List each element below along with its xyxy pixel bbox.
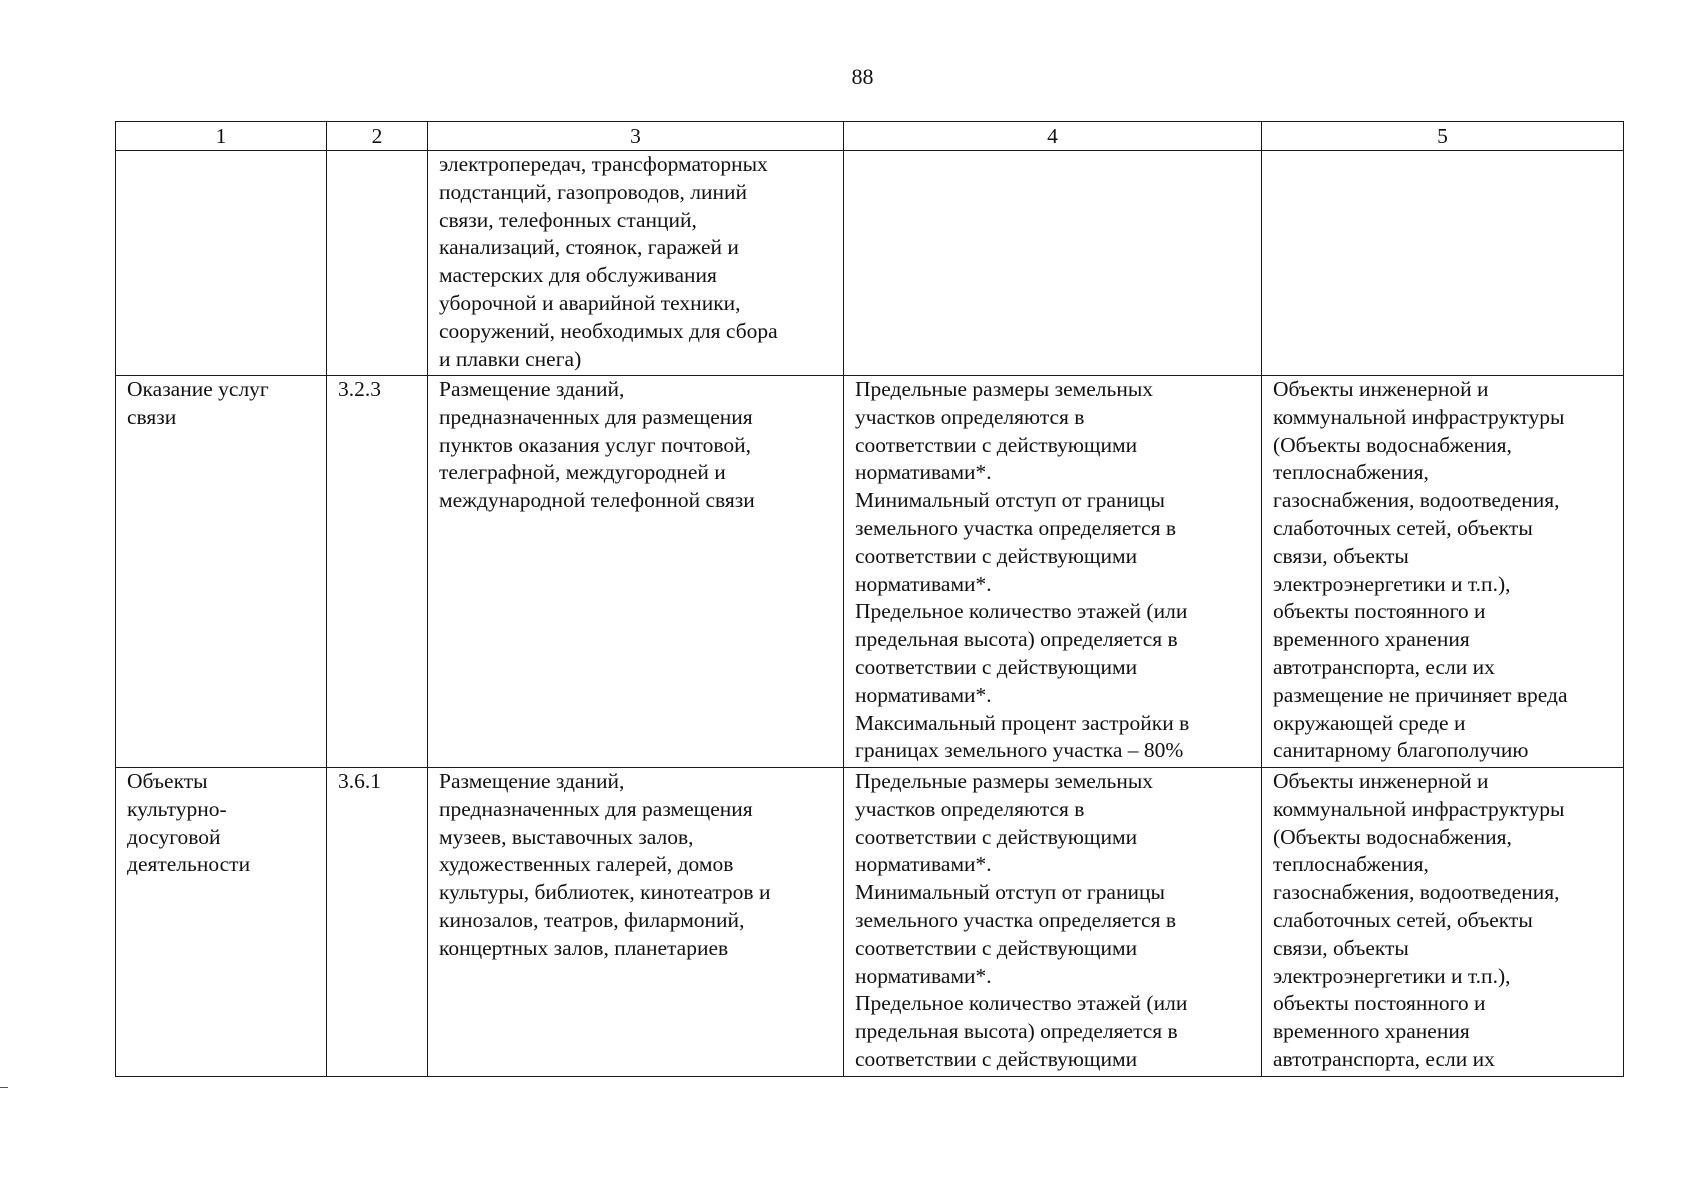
text-line: связи, телефонных станций, <box>439 207 697 232</box>
text-line: Объекты инженерной и <box>1273 377 1489 401</box>
text-line: связи, объекты <box>1273 935 1409 960</box>
cell-use-type <box>116 768 327 1077</box>
text-line: газоснабжения, водоотведения, <box>1273 880 1560 905</box>
table-row <box>116 768 1624 1077</box>
table-header-row <box>116 122 1624 151</box>
text-line: нормативами*. <box>855 571 992 596</box>
cell-code: 3.6.1 <box>327 768 428 1077</box>
text-line: коммунальной инфраструктуры <box>1273 404 1565 429</box>
text-line: соответствии с действующими <box>855 824 1138 849</box>
text-line: уборочной и аварийной техники, <box>439 290 741 315</box>
text-line: земельного участка определяется в <box>855 907 1176 932</box>
text-line: нормативами*. <box>855 852 992 877</box>
text-line: размещение не причиняет вреда <box>1273 682 1568 707</box>
text-line: предельная высота) определяется в <box>855 627 1178 652</box>
text-line: художественных галерей, домов <box>439 852 734 877</box>
text-line: Максимальный процент застройки в <box>855 710 1190 735</box>
scan-edge-mark <box>0 1087 8 1088</box>
text-line: Размещение зданий, <box>439 377 625 401</box>
table-row <box>116 376 1624 768</box>
text-line: связи, объекты <box>1273 543 1409 568</box>
cell-auxiliary-uses <box>1262 151 1624 376</box>
page-number: 88 <box>851 64 874 89</box>
text-line: (Объекты водоснабжения, <box>1273 432 1512 457</box>
text-line: санитарному благополучию <box>1273 738 1529 763</box>
text-line: международной телефонной связи <box>439 488 755 513</box>
text-line: коммунальной инфраструктуры <box>1273 796 1565 821</box>
text-line: газоснабжения, водоотведения, <box>1273 488 1560 513</box>
text-line: Размещение зданий, <box>439 769 625 793</box>
text-line: земельного участка определяется в <box>855 515 1176 540</box>
text-line: культуры, библиотек, кинотеатров и <box>439 880 771 905</box>
header-cell-col5: 5 <box>1262 122 1624 151</box>
cell-description <box>428 376 844 768</box>
text-line: автотранспорта, если их <box>1273 654 1495 679</box>
table-row <box>116 151 1624 376</box>
header-cell-col4: 4 <box>844 122 1262 151</box>
cell-description <box>428 768 844 1077</box>
text-line: пунктов оказания услуг почтовой, <box>439 432 752 457</box>
text-line: Минимальный отступ от границы <box>855 880 1165 905</box>
cell-description <box>428 151 844 376</box>
text-line: автотранспорта, если их <box>1273 1046 1495 1071</box>
cell-parameters <box>844 768 1262 1077</box>
land-use-table <box>115 121 1624 1077</box>
text-line: предназначенных для размещения <box>439 796 753 821</box>
text-line: культурно- <box>127 796 227 821</box>
text-line: Предельные размеры земельных <box>855 377 1154 401</box>
text-line: телеграфной, междугородней и <box>439 460 726 485</box>
text-line: временного хранения <box>1273 627 1470 652</box>
text-line: концертных залов, планетариев <box>439 935 729 960</box>
cell-use-type <box>116 151 327 376</box>
text-line: объекты постоянного и <box>1273 991 1486 1016</box>
text-line: соответствии с действующими <box>855 654 1138 679</box>
text-line: соответствии с действующими <box>855 935 1138 960</box>
cell-code <box>327 151 428 376</box>
text-line: Предельное количество этажей (или <box>855 599 1188 624</box>
text-line: слаботочных сетей, объекты <box>1273 907 1533 932</box>
text-line: границах земельного участка – 80% <box>855 738 1184 763</box>
cell-use-type <box>116 376 327 768</box>
text-line: предназначенных для размещения <box>439 404 753 429</box>
cell-auxiliary-uses <box>1262 376 1624 768</box>
text-line: соответствии с действующими <box>855 432 1138 457</box>
text-line: Предельные размеры земельных <box>855 769 1154 793</box>
text-line: предельная высота) определяется в <box>855 1019 1178 1044</box>
text-line: связи <box>127 404 177 429</box>
text-line: Объекты инженерной и <box>1273 769 1489 793</box>
text-line: нормативами*. <box>855 460 992 485</box>
text-line: нормативами*. <box>855 963 992 988</box>
text-line: электроэнергетики и т.п.), <box>1273 571 1511 596</box>
text-line: музеев, выставочных залов, <box>439 824 694 849</box>
text-line: Минимальный отступ от границы <box>855 488 1165 513</box>
header-cell-col3: 3 <box>428 122 844 151</box>
text-line: теплоснабжения, <box>1273 852 1429 877</box>
text-line: канализаций, стоянок, гаражей и <box>439 235 739 260</box>
text-line: теплоснабжения, <box>1273 460 1429 485</box>
header-cell-col1: 1 <box>116 122 327 151</box>
text-line: деятельности <box>127 852 251 877</box>
text-line: сооружений, необходимых для сбора <box>439 318 778 343</box>
text-line: и плавки снега) <box>439 346 582 371</box>
text-line: Объекты <box>127 769 208 793</box>
text-line: подстанций, газопроводов, линий <box>439 179 748 204</box>
text-line: мастерских для обслуживания <box>439 263 717 288</box>
text-line: участков определяются в <box>855 796 1085 821</box>
cell-code: 3.2.3 <box>327 376 428 768</box>
text-line: нормативами*. <box>855 682 992 707</box>
header-cell-col2: 2 <box>327 122 428 151</box>
text-line: Оказание услуг <box>127 377 269 401</box>
text-line: объекты постоянного и <box>1273 599 1486 624</box>
text-line: участков определяются в <box>855 404 1085 429</box>
cell-auxiliary-uses <box>1262 768 1624 1077</box>
text-line: электропередач, трансформаторных <box>439 152 768 176</box>
text-line: слаботочных сетей, объекты <box>1273 515 1533 540</box>
text-line: соответствии с действующими <box>855 1046 1138 1071</box>
cell-parameters <box>844 376 1262 768</box>
text-line: Предельное количество этажей (или <box>855 991 1188 1016</box>
cell-parameters <box>844 151 1262 376</box>
text-line: (Объекты водоснабжения, <box>1273 824 1512 849</box>
text-line: кинозалов, театров, филармоний, <box>439 907 745 932</box>
text-line: окружающей среде и <box>1273 710 1466 735</box>
text-line: досуговой <box>127 824 221 849</box>
text-line: электроэнергетики и т.п.), <box>1273 963 1511 988</box>
text-line: соответствии с действующими <box>855 543 1138 568</box>
text-line: временного хранения <box>1273 1019 1470 1044</box>
